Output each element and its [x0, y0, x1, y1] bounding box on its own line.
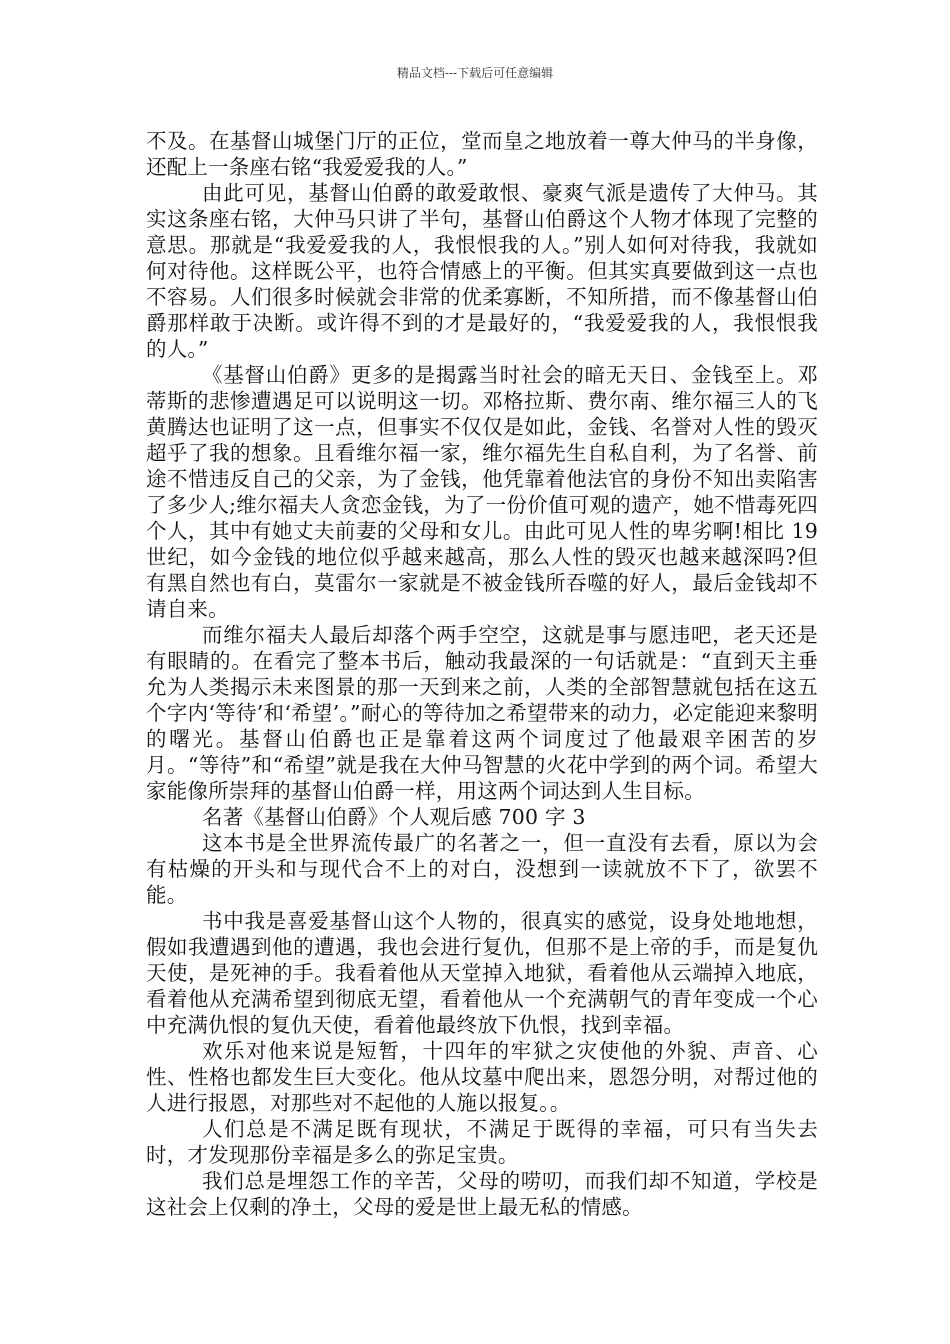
section-heading: 名著《基督山伯爵》个人观后感 700 字 3 — [202, 805, 586, 829]
paragraph-2: 由此可见，基督山伯爵的敢爱敢恨、豪爽气派是遗传了大仲马。其实这条座右铭，大仲马只讲了半句，基督山伯爵这个人物才体现了完整的意思。那就是“我爱爱我的人，我恨恨我的人。”别人如何对待我，我就如何对待他。这样既公平，也符合情感上的平衡。但其实真要做到这一点也不容易。人们很多时候就会非常的优柔寡断，不知所措，而不像基督山伯爵那样敢于决断。或许得不到的才是最好的，“我爱爱我的人，我恨恨我的人。” — [146, 181, 818, 361]
paragraph-9: 我们总是埋怨工作的辛苦，父母的唠叨，而我们却不知道，学校是这社会上仅剩的净土，父母的爱是世上最无私的情感。 — [146, 1169, 818, 1219]
paragraph-5: 这本书是全世界流传最广的名著之一，但一直没有去看，原以为会有枯燥的开头和与现代合不上的对白，没想到一读就放不下了，欲罢不能。 — [146, 831, 818, 907]
page-header: 精品文档---下载后可任意编辑 — [396, 66, 554, 80]
document-body — [146, 128, 818, 1220]
paragraph-7: 欢乐对他来说是短暂，十四年的牢狱之灾使他的外貌、声音、心性、性格也都发生巨大变化。他从坟墓中爬出来，恩怨分明，对帮过他的人进行报恩，对那些对不起他的人施以报复。。 — [146, 1039, 818, 1115]
paragraph-8: 人们总是不满足既有现状，不满足于既得的幸福，可只有当失去时，才发现那份幸福是多么的弥足宝贵。 — [146, 1117, 818, 1167]
paragraph-1: 不及。在基督山城堡门厅的正位，堂而皇之地放着一尊大仲马的半身像，还配上一条座右铭“我爱爱我的人。” — [146, 129, 818, 179]
paragraph-4: 而维尔福夫人最后却落个两手空空，这就是事与愿违吧，老天还是有眼睛的。在看完了整本书后，触动我最深的一句话就是：“直到天主垂允为人类揭示未来图景的那一天到来之前，人类的全部智慧就包括在这五个字内‘等待’和‘希望’。”耐心的等待加之希望带来的动力，必定能迎来黎明的曙光。基督山伯爵也正是靠着这两个词度过了他最艰辛困苦的岁月。“等待”和“希望”就是我在大仲马智慧的火花中学到的两个词。希望大家能像所崇拜的基督山伯爵一样，用这两个词达到人生目标。 — [146, 623, 818, 803]
paragraph-3: 《基督山伯爵》更多的是揭露当时社会的暗无天日、金钱至上。邓蒂斯的悲惨遭遇足可以说明这一切。邓格拉斯、费尔南、维尔福三人的飞黄腾达也证明了这一点，但事实不仅仅是如此，金钱、名誉对人性的毁灭超乎了我的想象。且看维尔福一家，维尔福先生自私自利，为了名誉、前途不惜违反自己的父亲，为了金钱，他凭靠着他法官的身份不知出卖陷害了多少人;维尔福夫人贪恋金钱，为了一份价值可观的遗产，她不惜毒死四个人，其中有她丈夫前妻的父母和女儿。由此可见人性的卑劣啊!相比 19 世纪，如今金钱的地位似乎越来越高，那么人性的毁灭也越来越深吗?但有黑自然也有白，莫雷尔一家就是不被金钱所吞噬的好人，最后金钱却不请自来。 — [146, 363, 818, 621]
paragraph-6: 书中我是喜爱基督山这个人物的，很真实的感觉，设身处地地想，假如我遭遇到他的遭遇，我也会进行复仇，但那不是上帝的手，而是复仇天使，是死神的手。我看着他从天堂掉入地狱，看着他从云端掉入地底，看着他从充满希望到彻底无望，看着他从一个充满朝气的青年变成一个心中充满仇恨的复仇天使，看着他最终放下仇恨，找到幸福。 — [146, 909, 818, 1037]
